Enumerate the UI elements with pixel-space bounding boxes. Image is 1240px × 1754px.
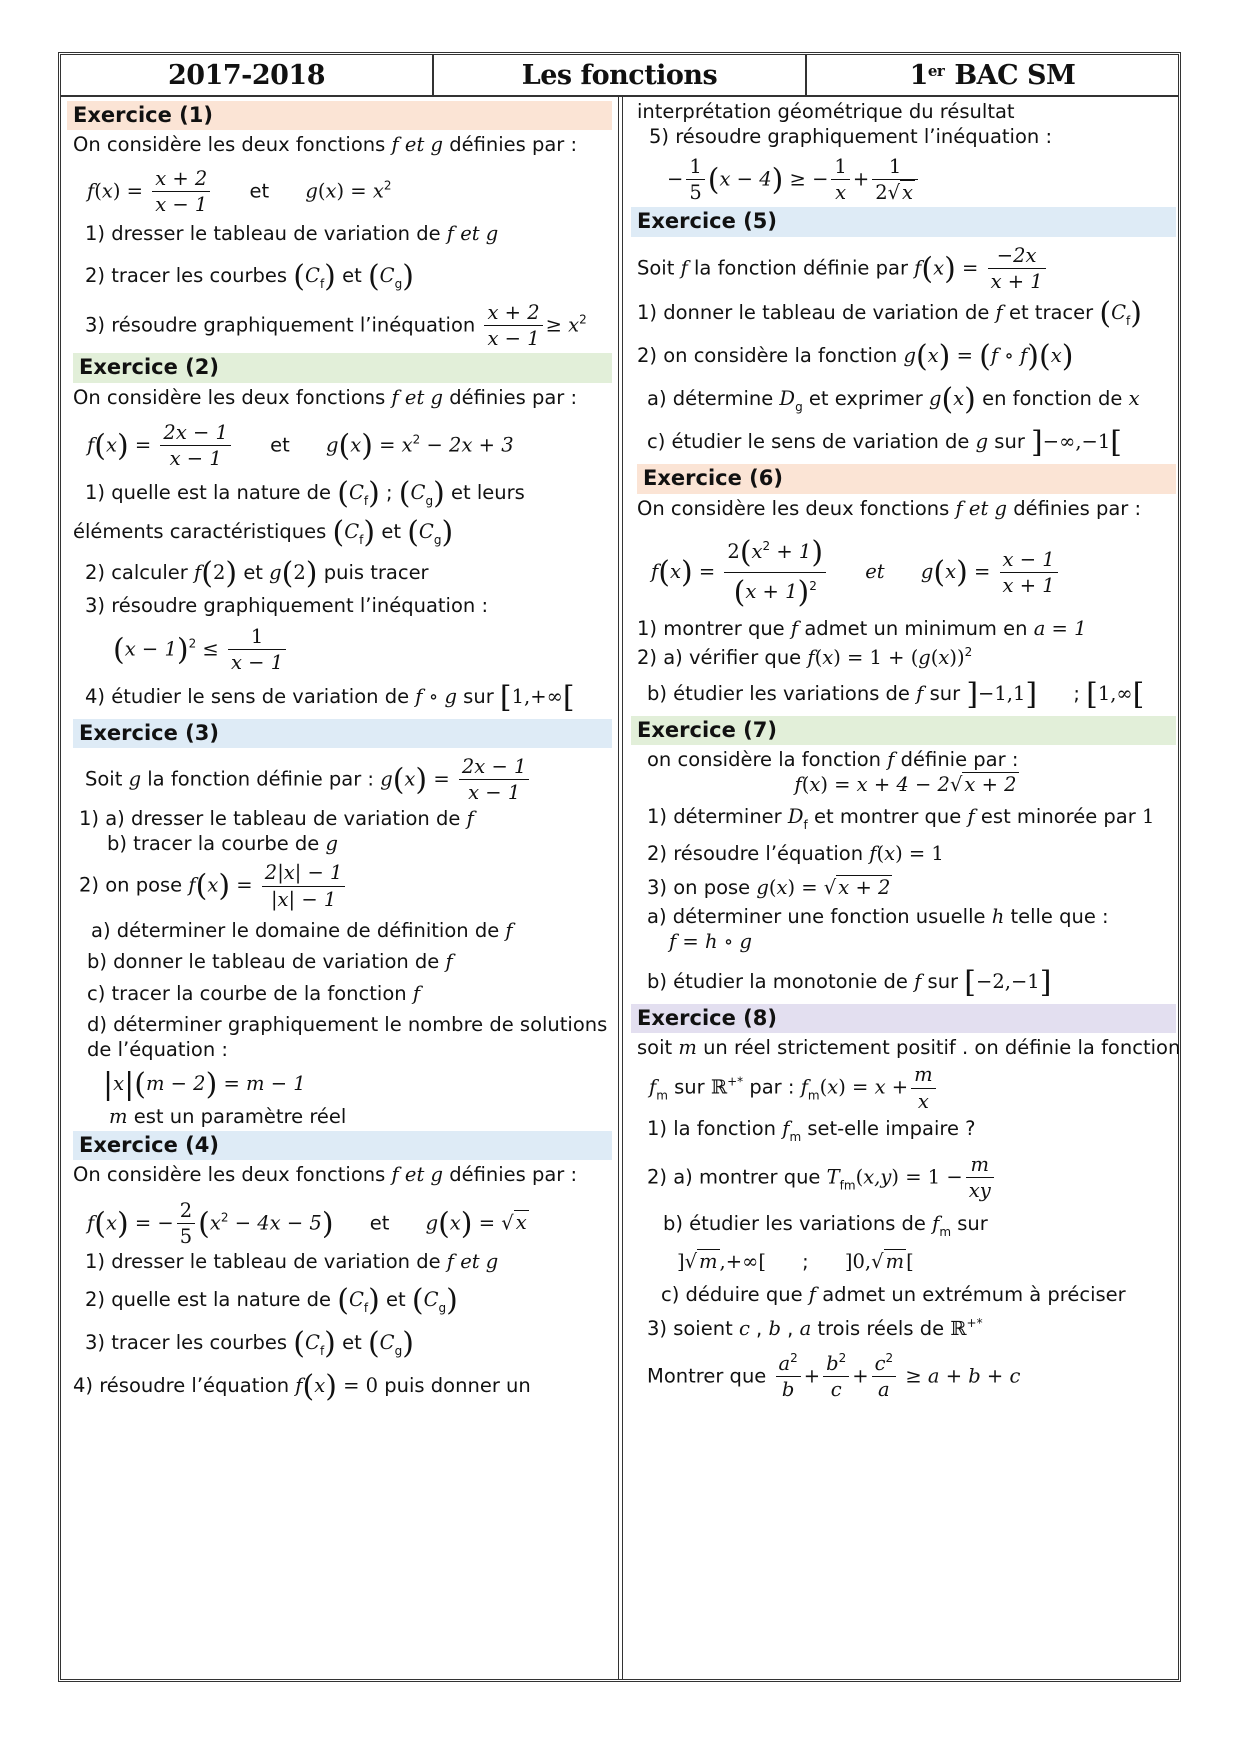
question-line: 2) a) vérifier que $f(x) = 1 + (g(x))^2$	[637, 645, 973, 670]
title-text: Les fonctions	[521, 59, 718, 91]
formula-line: f(x) = $\frac{2x - 1}{x - 1}$ et $g(x) = x^2 - 2x + 3$	[87, 421, 514, 471]
question-line: b) étudier les variations de f sur ]−1,1] ; [1,∞[	[647, 676, 1145, 712]
formula-line: |x|(m − 2) = m − 1	[103, 1066, 306, 1102]
question-line: 3) résoudre graphiquement l’inéquation $\frac{x + 2}{x - 1}$ ≥ $x^2$	[85, 300, 587, 351]
question-line: 1) montrer que f admet un minimum en a = 1	[637, 617, 1087, 640]
header-title	[434, 55, 807, 95]
text-line: On considère les deux fonctions f et g définies par :	[637, 496, 1142, 520]
question-line: c) étudier le sens de variation de g sur ]−∞,−1[	[647, 425, 1123, 461]
question-line: de l’équation :	[87, 1038, 228, 1062]
question-line: b) étudier la monotonie de f sur [−2,−1]	[647, 964, 1052, 1000]
question-line: 1) quelle est la nature de $(C_f)$ ; $(C_g)$ et leurs	[85, 475, 525, 511]
question-line: 2) calculer f(2) et g(2) puis tracer	[85, 555, 429, 591]
formula-line: − $\frac{1}{5}$ (x − 4) ≥ − $\frac{1}{x}$ + $\frac{1}{2√ x}$	[661, 154, 1176, 206]
question-line: 1) la fonction $f_m$ set-elle impaire ?	[647, 1116, 976, 1144]
question-line: 2) a) montrer que $T_{fm}(x,y) = 1$ − $\frac{m}{xy}$	[641, 1152, 1176, 1204]
text-line: On considère les deux fonctions f et g définies par :	[73, 133, 578, 157]
question-line: 2) on pose f(x) = $\frac{2|x| - 1}{|x| - 1}$	[73, 860, 612, 912]
text-line: Soit f la fonction définie par f(x) = $\frac{-2x}{x + 1}$	[631, 243, 1176, 295]
exercise-title: Exercice (3)	[73, 719, 612, 748]
right-column	[631, 99, 1181, 1403]
formula-line: f(x) = $\frac{x + 2}{x - 1}$ et $g(x) = x^2$	[87, 166, 392, 216]
exercise-title: Exercice (5)	[631, 207, 1176, 236]
text-line: $f_m$ sur ℝ+* par : $f_m(x) = x$ + $\frac{m}{x}$	[643, 1062, 1176, 1114]
question-line: c) tracer la courbe de la fonction f	[87, 981, 421, 1005]
text-line: interprétation géométrique du résultat	[637, 100, 1015, 123]
question-line: c) déduire que f admet un extrémum à préciser	[661, 1283, 1126, 1307]
exercise-title: Exercice (4)	[73, 1131, 612, 1160]
level-sup: er	[927, 62, 945, 80]
exercise-title: Exercice (7)	[631, 716, 1176, 745]
question-line: 1) donner le tableau de variation de f et tracer $(C_f)$	[637, 296, 1142, 332]
year-text: 2017-2018	[168, 59, 325, 91]
question-line: 2) quelle est la nature de $(C_f)$ et $(C_g)$	[85, 1282, 458, 1318]
text-line: m est un paramètre réel	[109, 1104, 347, 1128]
question-line: 1) déterminer $D_f$ et montrer que f est minorée par 1	[647, 804, 1155, 832]
question-line: b) donner le tableau de variation de f	[87, 950, 453, 974]
question-line: 5) résoudre graphiquement l’inéquation :	[649, 125, 1053, 149]
question-line: 2) on considère la fonction g(x) = (f ∘ f)(x)	[637, 339, 1074, 375]
worksheet-frame	[58, 52, 1181, 1682]
question-line: 4) résoudre l’équation f(x) = 0 puis donner un	[73, 1368, 531, 1404]
text-line: on considère la fonction f définie par :	[647, 747, 1019, 771]
formula-line: f(x) = − $\frac{2}{5}$ $(x^2 - 4x - 5)$ et g(x) = √ x	[87, 1198, 527, 1249]
formula-line: ]√ m ,+∞[ ; ]0,√ m [	[677, 1249, 914, 1273]
formula-line: $(x - 1)^2$ ≤ $\frac{1}{x - 1}$	[107, 624, 612, 676]
question-line: 3) on pose g(x) = √ x + 2	[647, 875, 891, 899]
formula-line: f = h ∘ g	[669, 930, 752, 954]
question-line: 3) soient c , b , a trois réels de ℝ+*	[647, 1315, 983, 1340]
formula-line: f(x) = $\frac{2(x^2 + 1)}{(x + 1)^2}$ et g(x) = $\frac{x - 1}{x + 1}$	[645, 533, 1176, 612]
header-level	[807, 55, 1178, 95]
exercise-title: Exercice (2)	[73, 353, 612, 382]
formula-line: f(x) = x + 4 − 2√ x + 2	[794, 773, 1017, 797]
question-line: 2) résoudre l’équation f(x) = 1	[647, 842, 944, 866]
level-num: 1	[909, 59, 928, 91]
text-line: On considère les deux fonctions f et g définies par :	[73, 385, 578, 409]
question-line: 1) a) dresser le tableau de variation de f	[79, 806, 474, 830]
level-text: BAC SM	[954, 59, 1076, 91]
question-line: b) étudier les variations de $f_m$ sur	[663, 1212, 988, 1240]
column-divider	[618, 95, 623, 1679]
question-line: d) déterminer graphiquement le nombre de solutions	[87, 1013, 608, 1037]
question-line: 1) dresser le tableau de variation de f et g	[85, 222, 499, 246]
exercise-title: Exercice (1)	[67, 101, 612, 130]
question-line: 3) tracer les courbes $(C_f)$ et $(C_g)$	[85, 1325, 414, 1361]
left-column	[67, 99, 612, 1406]
question-line: a) déterminer le domaine de définition de f	[91, 919, 513, 943]
question-line: 1) dresser le tableau de variation de f et g	[85, 1250, 499, 1274]
text-line: Soit g la fonction définie par : g(x) = $\frac{2x - 1}{x - 1}$	[79, 754, 612, 806]
text-line: soit m un réel strictement positif . on définie la fonction	[637, 1035, 1181, 1059]
question-line: 4) étudier le sens de variation de f ∘ g sur [1,+∞[	[85, 679, 575, 715]
question-line: 2) tracer les courbes $(C_f)$ et $(C_g)$	[85, 258, 414, 294]
text-line: On considère les deux fonctions f et g définies par :	[73, 1163, 578, 1187]
exercise-title: Exercice (6)	[637, 464, 1176, 493]
question-line: a) déterminer une fonction usuelle h telle que :	[647, 904, 1109, 928]
exercise-title: Exercice (8)	[631, 1004, 1176, 1033]
question-line: b) tracer la courbe de g	[107, 832, 338, 856]
question-line: a) détermine $D_g$ et exprimer g(x) en fonction de x	[647, 382, 1140, 418]
header-row	[61, 55, 1178, 97]
question-line: éléments caractéristiques $(C_f)$ et $(C_g)$	[73, 514, 454, 550]
question-line: Montrer que $\frac{a^2}{b}$ + $\frac{b^2}{c}$ + $\frac{c^2}{a}$ ≥ a + b + c	[647, 1350, 1021, 1402]
header-year	[61, 55, 434, 95]
question-line: 3) résoudre graphiquement l’inéquation :	[85, 593, 489, 617]
